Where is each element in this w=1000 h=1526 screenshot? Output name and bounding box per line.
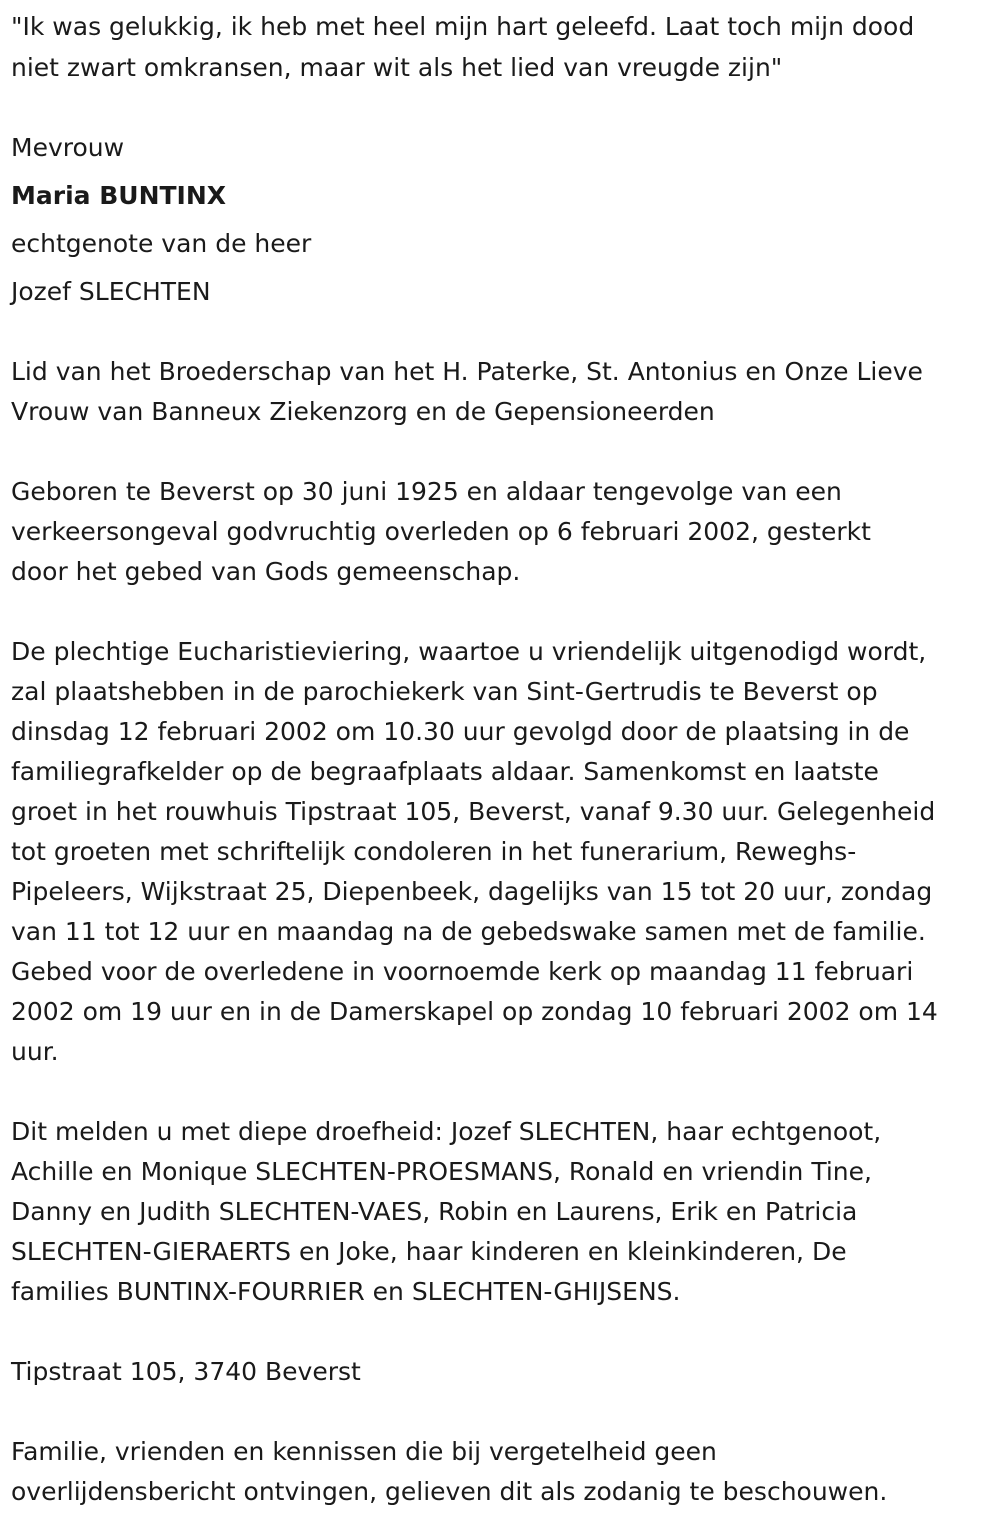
title-mevrouw: Mevrouw <box>11 133 125 162</box>
spacer <box>11 1072 996 1112</box>
address-line: Tipstraat 105, 3740 Beverst <box>11 1357 361 1386</box>
spacer <box>11 168 996 176</box>
birth-death-paragraph: Geboren te Beverst op 30 juni 1925 en aldaar tengevolge van een verkeersongeval godvruchtig overleden op 6 februari 2002, gesterkt door het gebed van Gods gemeenschap. <box>11 477 871 586</box>
spacer <box>11 1392 996 1432</box>
spacer <box>11 216 996 224</box>
spouse-name: Jozef SLECHTEN <box>11 277 211 306</box>
spacer <box>11 1312 996 1352</box>
family-paragraph: Dit melden u met diepe droefheid: Jozef SLECHTEN, haar echtgenoot, Achille en Monique SLECHTEN-PROESMANS, Ronald en vriendin Tine, Danny en Judith SLECHTEN-VAES, Robin en Laurens, Erik en Patricia SLECHTEN-GIERAERTS en Joke, haar kinderen en kleinkinderen, De families BUNTINX-FOURRIER en SLECHTEN-GHIJSENS. <box>11 1117 882 1306</box>
opening-quote: "Ik was gelukkig, ik heb met heel mijn hart geleefd. Laat toch mijn dood niet zwart omkransen, maar wit als het lied van vreugde zijn" <box>11 12 915 82</box>
membership-paragraph: Lid van het Broederschap van het H. Paterke, St. Antonius en Onze Lieve Vrouw van Banneux Ziekenzorg en de Gepensioneerden <box>11 357 923 426</box>
obituary-document <box>11 6 996 1512</box>
ceremony-paragraph: De plechtige Eucharistieviering, waartoe u vriendelijk uitgenodigd wordt, zal plaatshebben in de parochiekerk van Sint-Gertrudis te Beverst op dinsdag 12 februari 2002 om 10.30 uur gevolgd door de plaatsing in de familiegrafkelder op de begraafplaats aldaar. Samenkomst en laatste groet in het rouwhuis Tipstraat 105, Beverst, vanaf 9.30 uur. Gelegenheid tot groeten met schriftelijk condoleren in het funerarium, Reweghs- Pipeleers, Wijkstraat 25, Diepenbeek, dagelijks van 15 tot 20 uur, zondag van 11 tot 12 uur en maandag na de gebedswake samen met de familie. Gebed voor de overledene in voornoemde kerk op maandag 11 februari 2002 om 19 uur en in de Damerskapel op zondag 10 februari 2002 om 14 uur. <box>11 637 938 1066</box>
closing-paragraph: Familie, vrienden en kennissen die bij vergetelheid geen overlijdensbericht ontvingen, gelieven dit als zodanig te beschouwen. <box>11 1437 888 1506</box>
deceased-name: Maria BUNTINX <box>11 181 227 210</box>
spacer <box>11 264 996 272</box>
spacer <box>11 592 996 632</box>
spacer <box>11 312 996 352</box>
spacer <box>11 432 996 472</box>
spacer <box>11 88 996 128</box>
spouse-label: echtgenote van de heer <box>11 229 312 258</box>
